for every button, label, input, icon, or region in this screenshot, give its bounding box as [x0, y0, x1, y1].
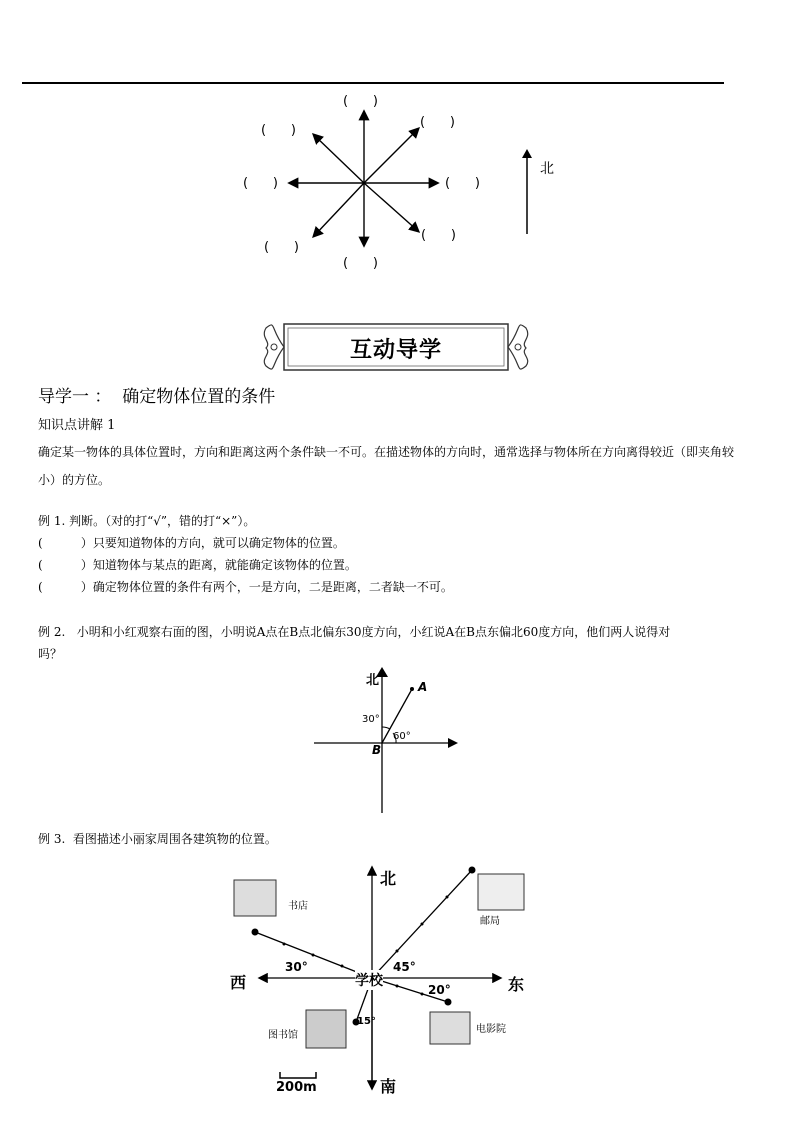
- blank-northeast[interactable]: ( ): [420, 115, 455, 130]
- map-cinema-label: 电影院: [476, 1024, 506, 1035]
- example2-north-label: 北: [366, 673, 380, 688]
- example2-point-b: B: [372, 743, 382, 757]
- map-scale-label: 200m: [276, 1080, 317, 1095]
- knowledge-paragraph: 确定某一物体的具体位置时，方向和距离这两个条件缺一不可。在描述物体的方向时，通常选择与物体所在方向离得较近（即夹角较小）的方位。: [38, 445, 735, 487]
- map-east-label: 东: [508, 975, 525, 994]
- north-label: 北: [540, 161, 554, 177]
- example3-title: 例 3. 看图描述小丽家周围各建筑物的位置。: [38, 832, 277, 846]
- blank-north[interactable]: ( ): [343, 94, 378, 109]
- map-bookstore-label: 书店: [288, 901, 308, 912]
- blank-southwest[interactable]: ( ): [264, 240, 299, 255]
- map-post-office-label: 邮局: [480, 916, 500, 927]
- map-angle-northeast: 45°: [393, 960, 416, 974]
- blank-west[interactable]: ( ): [243, 176, 278, 191]
- example2-text-cont: 吗？: [38, 647, 63, 661]
- north-arrow-icon: [518, 148, 538, 238]
- example1-item: ( ）确定物体位置的条件有两个，一是方向，二是距离，二者缺一不可。: [38, 580, 453, 594]
- section-banner: [262, 318, 530, 376]
- example1-item: ( ）知道物体与某点的距离，就能确定该物体的位置。: [38, 558, 357, 572]
- blank-northwest[interactable]: ( ): [261, 123, 296, 138]
- example2-point-a: A: [418, 680, 428, 694]
- example2-diagram: [310, 665, 460, 815]
- blank-south[interactable]: ( ): [343, 256, 378, 271]
- blank-east[interactable]: ( ): [445, 176, 480, 191]
- map-school-label: 学校: [355, 970, 383, 990]
- example1-title: 例 1. 判断。（对的打“√”，错的打“×”）。: [38, 514, 256, 528]
- map-south-label: 南: [380, 1077, 397, 1096]
- map-west-label: 西: [230, 973, 247, 992]
- knowledge-point-title: 知识点讲解 1: [38, 418, 116, 433]
- blank-southeast[interactable]: ( ): [421, 228, 456, 243]
- map-angle-west: 30°: [285, 960, 308, 974]
- example2-text: 例 2. 小明和小红观察右面的图，小明说A点在B点北偏东30度方向，小红说A在B点东偏北60度方向，他们两人说得对: [38, 625, 671, 639]
- map-library-label: 图书馆: [268, 1030, 298, 1041]
- example2-angle-30: 30°: [362, 714, 380, 725]
- section-title: 导学一 ： 确定物体位置的条件: [38, 387, 276, 407]
- example2-angle-60: 60°: [393, 731, 411, 742]
- map-north-label: 北: [380, 869, 397, 888]
- map-angle-east: 20°: [428, 983, 451, 997]
- banner-title: 互动导学: [349, 338, 442, 363]
- example1-item: ( ）只要知道物体的方向，就可以确定物体的位置。: [38, 536, 345, 550]
- top-rule: [22, 82, 724, 84]
- map-angle-south: 15°: [357, 1016, 376, 1027]
